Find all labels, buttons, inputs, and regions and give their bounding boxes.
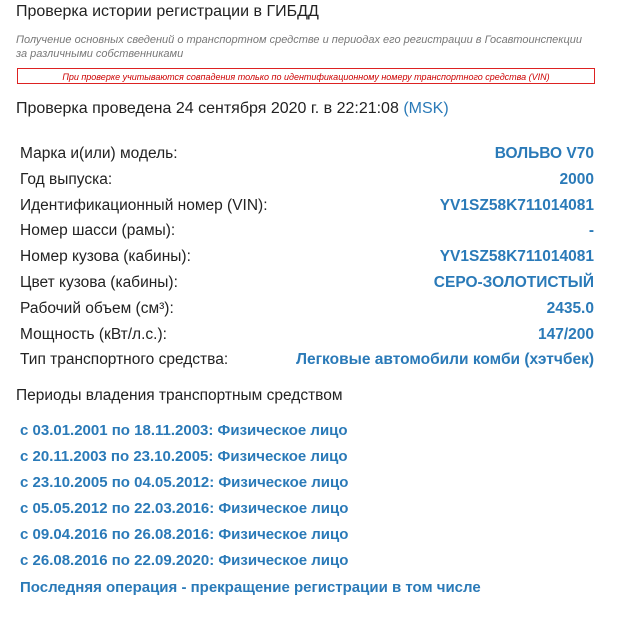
- ownership-period-item: с 26.08.2016 по 22.09.2020: Физическое лицо: [20, 552, 349, 569]
- ownership-periods-title: Периоды владения транспортным средством: [16, 387, 343, 404]
- row-value: 147/200: [537, 325, 594, 343]
- check-timezone: (MSK): [403, 100, 449, 117]
- vehicle-row-power: [20, 322, 594, 348]
- vehicle-row-body-number: [20, 244, 594, 270]
- row-label: Номер кузова (кабины):: [20, 248, 191, 266]
- ownership-period-item: с 23.10.2005 по 04.05.2012: Физическое лицо: [20, 474, 349, 491]
- row-value: 2435.0: [546, 299, 594, 317]
- row-label: Цвет кузова (кабины):: [20, 273, 178, 291]
- vin-notice: При проверке учитываются совпадения только по идентификационному номеру транспортного средства (VIN): [17, 68, 595, 84]
- row-label: Номер шасси (рамы):: [20, 222, 176, 240]
- vehicle-row-chassis: [20, 218, 594, 244]
- row-value: -: [588, 222, 594, 240]
- row-value: ВОЛЬВО V70: [494, 145, 594, 162]
- row-label: Марка и(или) модель:: [20, 145, 178, 162]
- row-label: Мощность (кВт/л.с.):: [20, 325, 167, 343]
- row-label: Рабочий объем (см³):: [20, 299, 174, 317]
- row-value: YV1SZ58K711014081: [439, 248, 594, 266]
- ownership-period-item: с 09.04.2016 по 26.08.2016: Физическое лицо: [20, 526, 349, 543]
- ownership-period-item: с 03.01.2001 по 18.11.2003: Физическое лицо: [20, 422, 348, 439]
- ownership-period-item: с 05.05.2012 по 22.03.2016: Физическое лицо: [20, 500, 349, 517]
- row-value: YV1SZ58K711014081: [439, 196, 594, 214]
- ownership-periods-list: [20, 418, 348, 574]
- row-value: 2000: [559, 170, 594, 188]
- check-timestamp-text: Проверка проведена 24 сентября 2020 г. в 22:21:08: [16, 100, 399, 117]
- vehicle-row-vin: [20, 193, 594, 219]
- vehicle-row-year: [20, 167, 594, 193]
- row-label: Идентификационный номер (VIN):: [20, 196, 268, 214]
- ownership-period-item: с 20.11.2003 по 23.10.2005: Физическое лицо: [20, 448, 348, 465]
- row-value: Легковые автомобили комби (хэтчбек): [296, 351, 594, 369]
- vehicle-info-table: [20, 141, 594, 373]
- check-timestamp: [16, 100, 449, 118]
- vehicle-row-model: [20, 141, 594, 167]
- vehicle-row-displacement: [20, 296, 594, 322]
- last-operation: Последняя операция - прекращение регистрации в том числе: [20, 579, 481, 596]
- page-subtitle: Получение основных сведений о транспортном средстве и периодах его регистрации в Госавтоинспекции за различными собственниками: [16, 34, 583, 60]
- row-label: Тип транспортного средства:: [20, 351, 229, 369]
- page-title: Проверка истории регистрации в ГИБДД: [16, 3, 319, 20]
- vehicle-row-type: [20, 347, 594, 373]
- vehicle-row-color: [20, 270, 594, 296]
- row-label: Год выпуска:: [20, 170, 113, 188]
- row-value: СЕРО-ЗОЛОТИСТЫЙ: [433, 273, 594, 291]
